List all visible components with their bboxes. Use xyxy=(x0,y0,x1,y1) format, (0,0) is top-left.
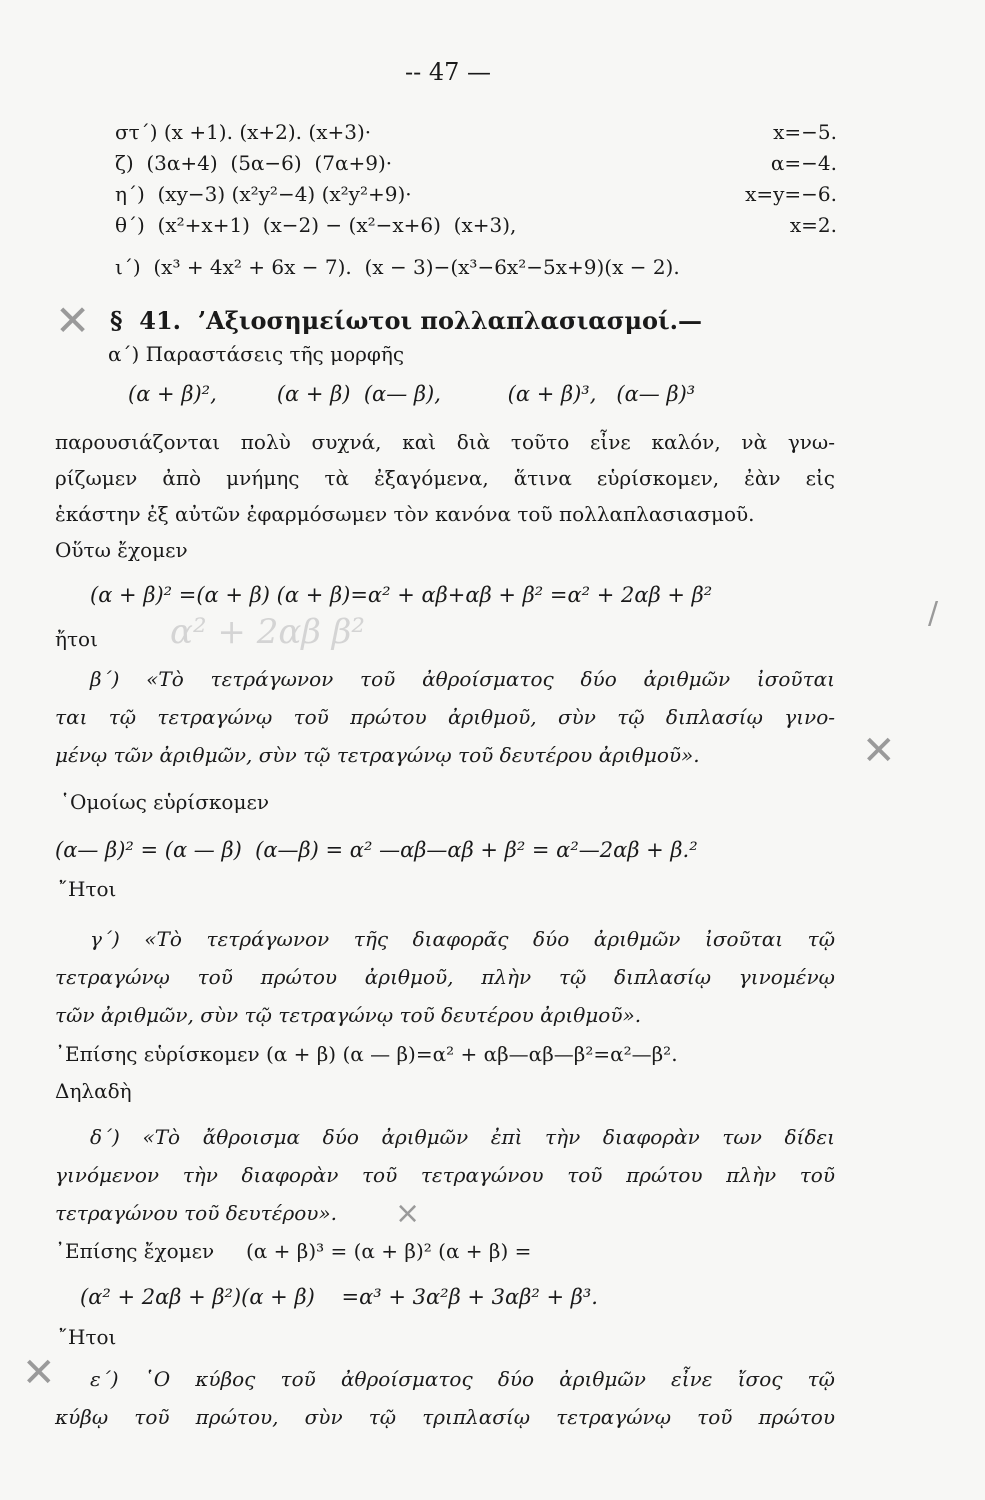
exercise-eta-value: x=y=−6. xyxy=(745,182,837,206)
exercise-z-value: α=−4. xyxy=(770,151,837,175)
similarly-find: ῾Ομοίως εὑρίσκομεν xyxy=(60,790,269,814)
alpha-intro: α΄) Παραστάσεις τῆς μορφῆς xyxy=(108,342,405,366)
paragraph-line-1: παρουσιάζονται πολὺ συχνά, καὶ διὰ τοῦτο εἶνε καλόν, νὰ γνω- xyxy=(55,430,835,454)
paragraph-line-3: ἑκάστην ἐξ αὐτῶν ἐφαρμόσωμεν τὸν κανόνα τοῦ πολλαπλασιασμοῦ. xyxy=(55,502,755,526)
rule-delta-line-2: γινόμενον τὴν διαφορὰν τοῦ τετραγώνου τοῦ πρώτου πλὴν τοῦ xyxy=(55,1163,835,1187)
section-heading: § 41. ’Αξιοσημείωτοι πολλαπλασιασμοί.— xyxy=(110,306,703,335)
exercise-eta-expr: η΄) (xy−3) (x²y²−4) (x²y²+9)· xyxy=(115,182,412,206)
exercise-st-value: x=−5. xyxy=(773,120,837,144)
also-have-cube: ᾿Επίσης ἔχομεν (α + β)³ = (α + β)² (α + β) = xyxy=(55,1239,532,1263)
page-number: -- 47 — xyxy=(405,58,492,86)
rule-delta-line-1: δ΄) «Τὸ ἄθροισμα δύο ἀριθμῶν ἐπὶ τὴν διαφορὰν των δίδει xyxy=(90,1125,835,1149)
rule-beta-line-3: μένῳ τῶν ἀριθμῶν, σὺν τῷ τετραγώνῳ τοῦ δευτέρου ἀριθμοῦ». xyxy=(55,743,700,767)
rule-gamma-line-1: γ΄) «Τὸ τετράγωνον τῆς διαφορᾶς δύο ἀριθμῶν ἰσοῦται τῷ xyxy=(90,927,835,951)
small-cross-mark: × xyxy=(395,1196,421,1231)
etoi-3: ῎Ητοι xyxy=(58,1325,117,1349)
equation-square-sum: (α + β)² =(α + β) (α + β)=α² + αβ+αβ + β² =α² + 2αβ + β² xyxy=(90,583,713,607)
etoi-2: ῎Ητοι xyxy=(58,877,117,901)
dilady: Δηλαδὴ xyxy=(55,1079,132,1103)
rule-epsilon-line-1: ε΄) ῾Ο κύβος τοῦ ἀθροίσματος δύο ἀριθμῶν εἶνε ἴσος τῷ xyxy=(90,1367,835,1391)
exercise-theta-expr: θ΄) (x²+x+1) (x−2) − (x²−x+6) (x+3), xyxy=(115,213,517,237)
slash-mark: / xyxy=(928,596,939,631)
exercise-theta-value: x=2. xyxy=(789,213,837,237)
equation-cube-sum: (α² + 2αβ + β²)(α + β) =α³ + 3α²β + 3αβ² + β³. xyxy=(80,1285,598,1309)
also-find-product: ᾿Επίσης εὑρίσκομεν (α + β) (α — β)=α² + αβ—αβ—β²=α²—β². xyxy=(55,1042,678,1066)
equation-square-diff: (α— β)² = (α — β) (α—β) = α² —αβ—αβ + β² = α²—2αβ + β.² xyxy=(55,838,698,862)
rule-gamma-line-2: τετραγώνῳ τοῦ πρώτου ἀριθμοῦ, πλὴν τῷ διπλασίῳ γινομένῳ xyxy=(55,965,835,989)
rule-beta-line-1: β΄) «Τὸ τετράγωνον τοῦ ἀθροίσματος δύο ἀριθμῶν ἰσοῦται xyxy=(90,667,835,691)
exercise-st-expr: στ΄) (x +1). (x+2). (x+3)· xyxy=(115,120,372,144)
paragraph-line-2: ρίζωμεν ἀπὸ μνήμης τὰ ἐξαγόμενα, ἅτινα εὑρίσκομεν, ἐὰν εἰς xyxy=(55,466,835,490)
x-mark: ✕ xyxy=(862,728,896,774)
forms-line: (α + β)², (α + β) (α— β), (α + β)³, (α— β)³ xyxy=(128,382,696,406)
exercise-iota-expr: ι΄) (x³ + 4x² + 6x − 7). (x − 3)−(x³−6x²−5x+9)(x − 2). xyxy=(115,255,680,279)
rule-delta-line-3: τετραγώνου τοῦ δευτέρου». xyxy=(55,1201,338,1225)
bleed-through-text: α² + 2αβ β² xyxy=(170,612,366,652)
etoi-1: ἤτοι xyxy=(55,627,98,651)
double-cross-mark: ✕ xyxy=(22,1350,56,1396)
paragraph-line-4: Οὕτω ἔχομεν xyxy=(55,538,188,562)
rule-beta-line-2: ται τῷ τετραγώνῳ τοῦ πρώτου ἀριθμοῦ, σὺν τῷ διπλασίῳ γινο- xyxy=(55,705,835,729)
rule-gamma-line-3: τῶν ἀριθμῶν, σὺν τῷ τετραγώνῳ τοῦ δευτέρου ἀριθμοῦ». xyxy=(55,1003,642,1027)
exercise-z-expr: ζ) (3α+4) (5α−6) (7α+9)· xyxy=(115,151,393,175)
rule-epsilon-line-2: κύβῳ τοῦ πρώτου, σὺν τῷ τριπλασίῳ τετραγώνῳ τοῦ πρώτου xyxy=(55,1405,835,1429)
cross-mark: ✕ xyxy=(55,296,91,345)
